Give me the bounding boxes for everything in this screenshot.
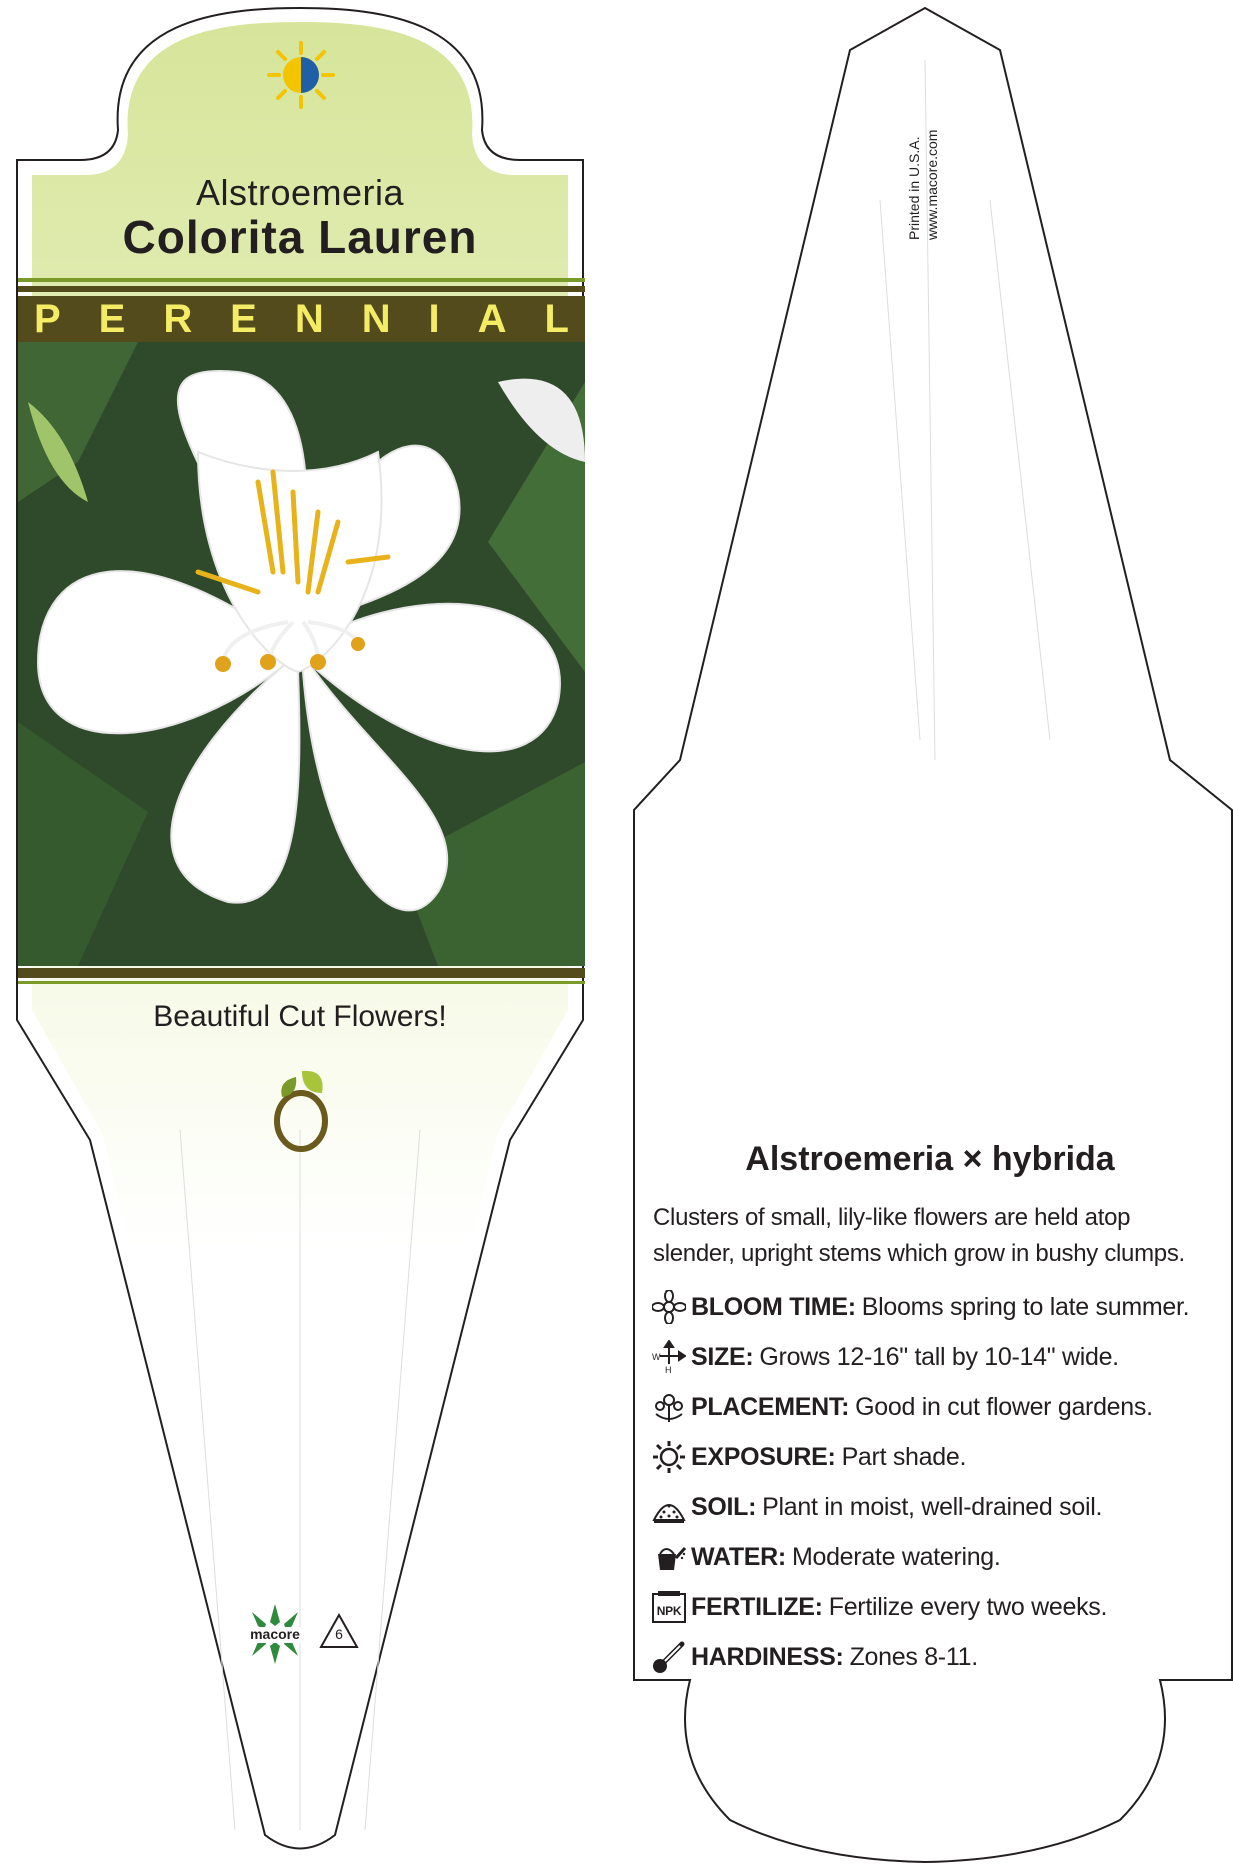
perennial-band bbox=[18, 296, 585, 342]
printed-origin: Printed in U.S.A. bbox=[906, 136, 922, 240]
care-row-fertilize bbox=[652, 1585, 1212, 1629]
svg-text:W: W bbox=[652, 1352, 661, 1362]
care-label: EXPOSURE: bbox=[691, 1442, 836, 1471]
care-label: WATER: bbox=[691, 1542, 786, 1571]
care-row-bloom-time bbox=[652, 1285, 1212, 1329]
category-letter: I bbox=[428, 296, 440, 341]
care-value: Plant in moist, well-drained soil. bbox=[762, 1492, 1103, 1521]
care-row-water bbox=[652, 1535, 1212, 1579]
care-label: HARDINESS: bbox=[691, 1642, 844, 1671]
care-value: Blooms spring to late summer. bbox=[861, 1292, 1190, 1321]
category-letter: E bbox=[230, 296, 257, 341]
care-value: Grows 12-16" tall by 10-14" wide. bbox=[759, 1342, 1119, 1371]
sun-icon bbox=[652, 1440, 686, 1474]
genus-name: Alstroemeria bbox=[195, 172, 405, 213]
plant-description: Clusters of small, lily-like flowers are held atop slender, upright stems which grow in bushy clumps. bbox=[653, 1204, 1185, 1267]
category-letter: L bbox=[544, 296, 569, 341]
sun-partshade-icon bbox=[266, 40, 336, 110]
printed-info bbox=[905, 100, 940, 240]
flower-icon bbox=[652, 1290, 686, 1324]
care-label: FERTILIZE: bbox=[691, 1592, 823, 1621]
care-value: Part shade. bbox=[841, 1442, 967, 1471]
svg-text:NPK: NPK bbox=[656, 1604, 682, 1618]
watering-can-icon bbox=[652, 1540, 686, 1574]
care-value: Moderate watering. bbox=[791, 1542, 1001, 1571]
care-value: Good in cut flower gardens. bbox=[855, 1392, 1153, 1421]
category-letter: N bbox=[294, 296, 324, 341]
leaf-logo-icon bbox=[268, 1067, 334, 1153]
svg-text:H: H bbox=[665, 1365, 672, 1374]
recycle-code: 6 bbox=[335, 1626, 343, 1642]
care-label: SOIL: bbox=[691, 1492, 757, 1521]
category-letter: E bbox=[98, 296, 126, 341]
thermometer-icon bbox=[652, 1640, 686, 1674]
care-row-exposure bbox=[652, 1435, 1212, 1479]
care-value: Fertilize every two weeks. bbox=[828, 1592, 1108, 1621]
npk-icon bbox=[652, 1590, 686, 1624]
size-icon bbox=[652, 1340, 686, 1374]
flower-photo bbox=[18, 342, 585, 966]
category-letter: R bbox=[163, 296, 193, 341]
care-label: SIZE: bbox=[691, 1342, 754, 1371]
care-row-soil bbox=[652, 1485, 1212, 1529]
care-row-hardiness bbox=[652, 1635, 1212, 1679]
category-letter: A bbox=[477, 296, 507, 341]
brand-name: macore bbox=[250, 1626, 300, 1642]
care-label: BLOOM TIME: bbox=[691, 1292, 856, 1321]
category-letter: N bbox=[361, 296, 391, 341]
care-label: PLACEMENT: bbox=[691, 1392, 850, 1421]
botanical-name: Alstroemeria × hybrida bbox=[745, 1140, 1115, 1178]
soil-icon bbox=[652, 1490, 686, 1524]
placement-icon bbox=[652, 1390, 686, 1424]
care-row-placement bbox=[652, 1385, 1212, 1429]
care-value: Zones 8-11. bbox=[849, 1642, 978, 1671]
cultivar-name: Colorita Lauren bbox=[122, 211, 478, 263]
website: www.macore.com bbox=[924, 129, 940, 240]
tagline: Beautiful Cut Flowers! bbox=[153, 1000, 447, 1033]
category-letter: P bbox=[34, 296, 61, 341]
care-row-size bbox=[652, 1335, 1212, 1379]
